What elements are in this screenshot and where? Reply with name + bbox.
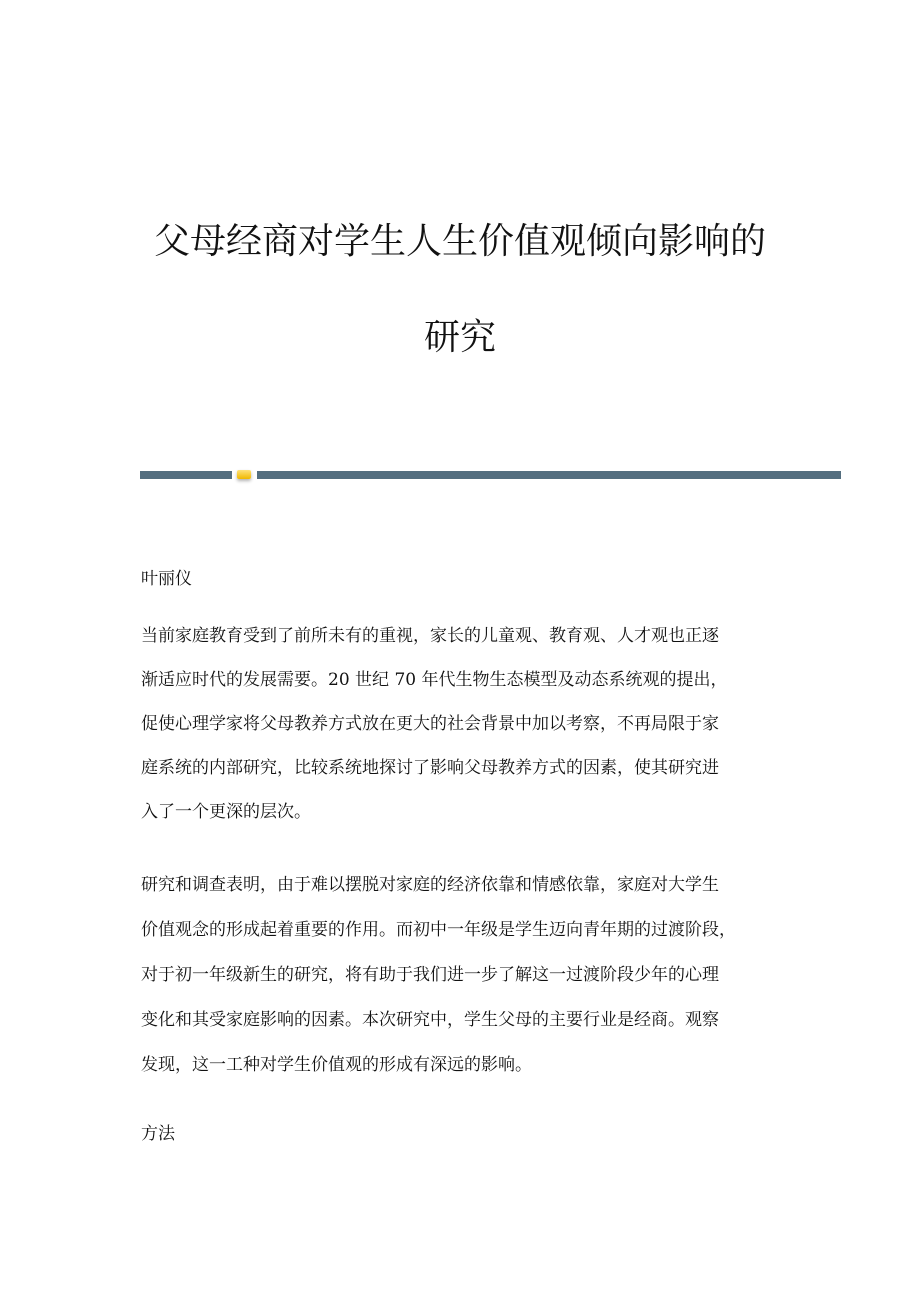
divider-ornament-icon [237, 470, 251, 479]
paragraph-2-line: 研究和调查表明，由于难以摆脱对家庭的经济依靠和情感依靠，家庭对大学生 [141, 875, 719, 895]
paragraph-1-line: 促使心理学家将父母教养方式放在更大的社会背景中加以考察，不再局限于家 [141, 714, 719, 734]
title-line-2: 研究 [423, 317, 496, 358]
paragraph-1-line: 庭系统的内部研究，比较系统地探讨了影响父母教养方式的因素，使其研究进 [141, 758, 719, 778]
divider-bar-right [257, 471, 841, 479]
paragraph-2-line: 发现，这一工种对学生价值观的形成有深远的影响。 [141, 1055, 532, 1075]
divider-bar-left [140, 471, 232, 479]
paragraph-2-line: 变化和其受家庭影响的因素。本次研究中，学生父母的主要行业是经商。观察 [141, 1010, 719, 1030]
paragraph-2-line: 价值观念的形成起着重要的作用。而初中一年级是学生迈向青年期的过渡阶段， [141, 920, 736, 940]
paragraph-1-line: 当前家庭教育受到了前所未有的重视，家长的儿童观、教育观、人才观也正逐 [141, 626, 719, 646]
section-heading: 方法 [141, 1124, 175, 1144]
title-line-1: 父母经商对学生人生价值观倾向影响的 [153, 221, 766, 262]
paragraph-2-line: 对于初一年级新生的研究，将有助于我们进一步了解这一过渡阶段少年的心理 [141, 965, 719, 985]
title-divider [140, 471, 841, 480]
author: 叶丽仪 [141, 569, 192, 589]
paragraph-1-line: 渐适应时代的发展需要。20 世纪 70 年代生物生态模型及动态系统观的提出， [141, 670, 728, 690]
paragraph-1-line: 入了一个更深的层次。 [141, 802, 311, 822]
